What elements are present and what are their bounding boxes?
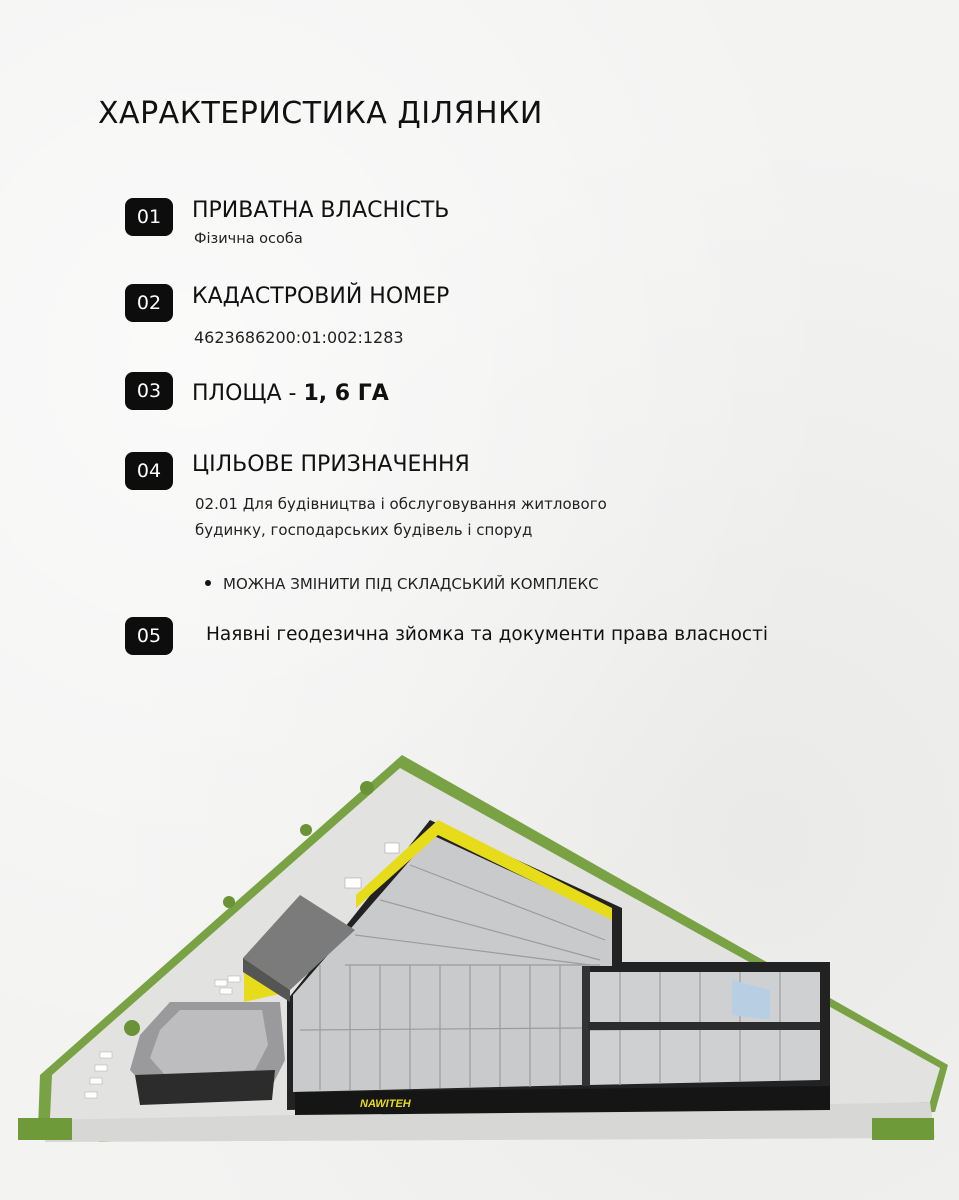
item-description: 02.01 Для будівництва і обслуговування житлового будинку, господарських будівель і споруд [195,495,607,539]
item-heading: КАДАСТРОВИЙ НОМЕР [192,284,450,309]
site-render-illustration [0,740,959,1160]
bullet-text: МОЖНА ЗМІНИТИ ПІД СКЛАДСЬКИЙ КОМПЛЕКС [223,575,599,593]
roof-divider [588,1022,820,1030]
tree [360,781,374,795]
bullet-item [205,575,599,593]
item-heading [192,381,389,406]
truck [385,843,399,853]
building-sign: NAWITEH [360,1098,411,1110]
item-heading: ЦІЛЬОВЕ ПРИЗНАЧЕННЯ [192,452,470,477]
cadastral-number: 4623686200:01:002:1283 [194,328,404,347]
area-value: 1, 6 ГА [303,381,389,406]
truck [345,878,361,888]
area-label: ПЛОЩА - [192,381,304,406]
number-badge: 02 [125,284,173,322]
item-heading: ПРИВАТНА ВЛАСНІСТЬ [192,198,450,223]
tree [300,824,312,836]
item-subtitle: Фізична особа [194,231,303,247]
grass-patch-left [18,1118,72,1140]
number-badge: 03 [125,372,173,410]
number-badge: 04 [125,452,173,490]
number-badge: 05 [125,617,173,655]
page-title: ХАРАКТЕРИСТИКА ДІЛЯНКИ [98,96,543,131]
item-heading: Наявні геодезична зйомка та документи права власності [206,624,768,645]
number-badge: 01 [125,198,173,236]
tree [223,896,235,908]
entrance-glass [135,1070,275,1105]
grass-patch-right [872,1118,934,1140]
bullet-icon [205,580,211,586]
tree [124,1020,140,1036]
